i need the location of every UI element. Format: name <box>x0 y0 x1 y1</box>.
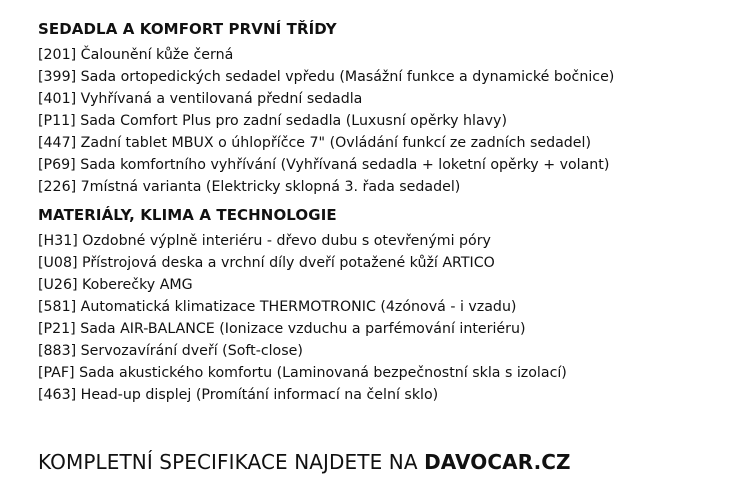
spec-content <box>38 18 718 406</box>
list-item: [P69] Sada komfortního vyhřívání (Vyhřívaná sedadla + loketní opěrky + volant) <box>38 157 610 173</box>
list-item: [399] Sada ortopedických sedadel vpředu (Masážní funkce a dynamické bočnice) <box>38 69 615 85</box>
list-item: [U26] Koberečky AMG <box>38 277 193 293</box>
list-item: [PAF] Sada akustického komfortu (Laminovaná bezpečnostní skla s izolací) <box>38 365 567 381</box>
footer-note <box>38 448 571 476</box>
materials-tech-list <box>38 230 718 406</box>
list-item: [P11] Sada Comfort Plus pro zadní sedadla (Luxusní opěrky hlavy) <box>38 113 507 129</box>
list-item: [581] Automatická klimatizace THERMOTRONIC (4zónová - i vzadu) <box>38 299 517 315</box>
list-item: [463] Head-up displej (Promítání informací na čelní sklo) <box>38 387 439 403</box>
section-heading-seats: SEDADLA A KOMFORT PRVNÍ TŘÍDY <box>38 20 337 38</box>
seat-comfort-list <box>38 44 718 198</box>
list-item: [P21] Sada AIR-BALANCE (Ionizace vzduchu a parfémování interiéru) <box>38 321 526 337</box>
list-item: [226] 7místná varianta (Elektricky sklopná 3. řada sedadel) <box>38 179 461 195</box>
list-item: [H31] Ozdobné výplně interiéru - dřevo dubu s otevřenými póry <box>38 233 491 249</box>
list-item: [447] Zadní tablet MBUX o úhlopříčce 7" (Ovládání funkcí ze zadních sedadel) <box>38 135 592 151</box>
list-item: [U08] Přístrojová deska a vrchní díly dveří potažené kůží ARTICO <box>38 255 495 271</box>
list-item: [883] Servozavírání dveří (Soft-close) <box>38 343 303 359</box>
section-heading-materials: MATERIÁLY, KLIMA A TECHNOLOGIE <box>38 206 337 224</box>
footer-brand-link: DAVOCAR.CZ <box>424 450 571 474</box>
footer-text: KOMPLETNÍ SPECIFIKACE NAJDETE NA <box>38 450 425 474</box>
list-item: [401] Vyhřívaná a ventilovaná přední sedadla <box>38 91 363 107</box>
list-item: [201] Čalounění kůže černá <box>38 47 234 63</box>
